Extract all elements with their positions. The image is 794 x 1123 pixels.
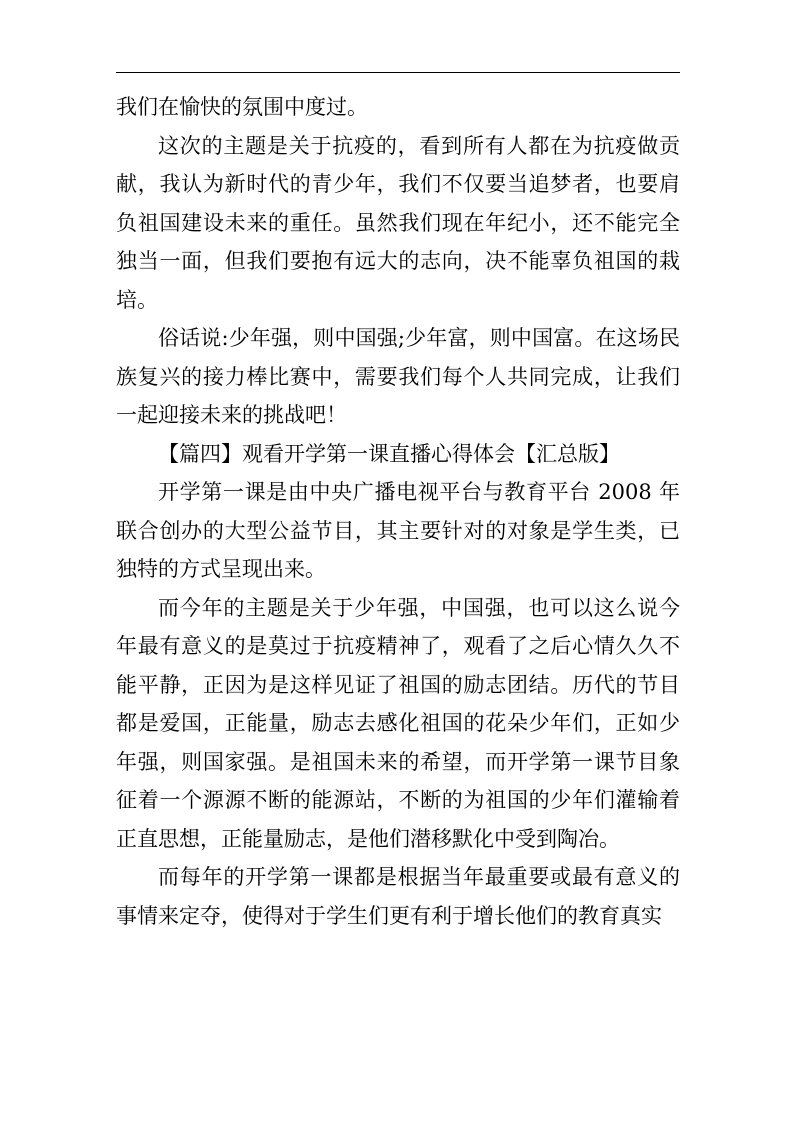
document-body: [116, 88, 680, 935]
paragraph: 而每年的开学第一课都是根据当年最重要或最有意义的事情来定夺，使得对于学生们更有利于增长他们的教育真实: [116, 865, 680, 928]
header-rule: [116, 72, 680, 73]
paragraph: 而今年的主题是关于少年强，中国强，也可以这么说今年最有意义的是莫过于抗疫精神了，观看了之后心情久久不能平静，正因为是这样见证了祖国的励志团结。历代的节目都是爱国，正能量，励志去感化祖国的花朵少年们，正如少年强，则国家强。是祖国未来的希望，而开学第一课节目象征着一个源源不断的能源站，不断的为祖国的少年们灌输着正直思想，正能量励志，是他们潜移默化中受到陶冶。: [116, 595, 680, 851]
paragraph-continuation: 我们在愉快的氛围中度过。: [116, 95, 368, 119]
section-heading: 【篇四】观看开学第一课直播心得体会【汇总版】: [158, 441, 620, 466]
paragraph: 开学第一课是由中央广播电视平台与教育平台 2008 年联合创办的大型公益节目，其主要针对的对象是学生类，已独特的方式呈现出来。: [116, 480, 680, 581]
paragraph: 俗话说:少年强，则中国强;少年富，则中国富。在这场民族复兴的接力棒比赛中，需要我们每个人共同完成，让我们一起迎接未来的挑战吧！: [116, 326, 680, 427]
paragraph: 这次的主题是关于抗疫的，看到所有人都在为抗疫做贡献，我认为新时代的青少年，我们不仅要当追梦者，也要肩负祖国建设未来的重任。虽然我们现在年纪小，还不能完全独当一面，但我们要抱有远大的志向，决不能辜负祖国的栽培。: [116, 133, 680, 312]
